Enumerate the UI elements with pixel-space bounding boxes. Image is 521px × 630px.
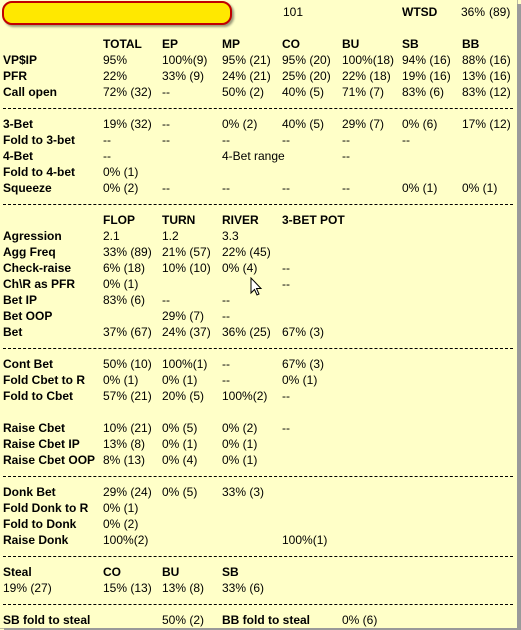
- row-label: Squeeze: [3, 181, 52, 195]
- stat-cell: 20% (5): [162, 389, 205, 403]
- stat-cell: 72% (32): [103, 85, 152, 99]
- stat-cell: 0% (5): [162, 485, 198, 499]
- stat-cell: 83% (12): [462, 85, 511, 99]
- column-header: BU: [342, 37, 360, 51]
- stat-cell: 33% (3): [222, 485, 265, 499]
- stat-cell: 0% (2): [103, 517, 139, 531]
- row-label: Call open: [3, 85, 58, 99]
- stat-cell: 40% (5): [282, 85, 325, 99]
- stat-cell: 95% (20): [282, 53, 331, 67]
- stat-cell: --: [162, 133, 170, 147]
- stat-cell: 94% (16): [402, 53, 451, 67]
- stat-cell: 10% (21): [103, 421, 152, 435]
- row-label: VP$IP: [3, 53, 38, 67]
- stat-cell: 3.3: [222, 229, 239, 243]
- steal-column-header: BU: [162, 565, 180, 579]
- player-name-highlight: [2, 1, 232, 25]
- stat-cell: 0% (1): [162, 373, 198, 387]
- stat-cell: 4-Bet range: [222, 149, 285, 163]
- stat-cell: 95%: [103, 53, 128, 67]
- row-label: 3-Bet: [3, 117, 34, 131]
- stat-cell: 13% (16): [462, 69, 511, 83]
- row-label: Donk Bet: [3, 485, 56, 499]
- steal-value: 13% (8): [162, 581, 205, 595]
- stat-cell: --: [342, 149, 350, 163]
- stat-cell: 0% (2): [222, 117, 258, 131]
- stat-cell: 95% (21): [222, 53, 271, 67]
- stat-cell: --: [222, 293, 230, 307]
- steal-value: 19% (27): [3, 581, 52, 595]
- stat-cell: 0% (2): [103, 181, 139, 195]
- postflop-column-header: TURN: [162, 213, 196, 227]
- postflop-column-header: RIVER: [222, 213, 259, 227]
- sb-fold-to-steal-label: SB fold to steal: [3, 613, 91, 627]
- row-label: Agg Freq: [3, 245, 56, 259]
- stat-cell: 0% (1): [402, 181, 438, 195]
- stat-cell: --: [103, 133, 111, 147]
- row-label: Agression: [3, 229, 62, 243]
- row-label: Check-raise: [3, 261, 72, 275]
- stat-cell: 13% (8): [103, 437, 146, 451]
- column-header: MP: [222, 37, 240, 51]
- stat-cell: 29% (7): [342, 117, 385, 131]
- column-header: TOTAL: [103, 37, 142, 51]
- section-separator: [3, 556, 513, 557]
- section-separator: [3, 604, 513, 605]
- stat-cell: 19% (32): [103, 117, 152, 131]
- stat-cell: 10% (10): [162, 261, 211, 275]
- stat-cell: 24% (37): [162, 325, 211, 339]
- stat-cell: --: [282, 277, 290, 291]
- stat-cell: --: [282, 389, 290, 403]
- stat-cell: --: [162, 85, 170, 99]
- row-label: Raise Cbet IP: [3, 437, 80, 451]
- row-label: Raise Cbet: [3, 421, 66, 435]
- stat-cell: 67% (3): [282, 357, 325, 371]
- stat-cell: --: [342, 133, 350, 147]
- wtsd-count: (89): [489, 5, 511, 19]
- stat-cell: 22% (45): [222, 245, 271, 259]
- stat-cell: --: [222, 181, 230, 195]
- stat-cell: --: [162, 181, 170, 195]
- stat-cell: --: [222, 309, 230, 323]
- panel-shadow-right: [517, 4, 521, 630]
- stat-cell: --: [402, 133, 410, 147]
- stat-cell: --: [222, 373, 230, 387]
- column-header: CO: [282, 37, 300, 51]
- stat-cell: 50% (2): [222, 85, 265, 99]
- stat-cell: 71% (7): [342, 85, 385, 99]
- wtsd-value: 36%: [461, 5, 486, 19]
- postflop-column-header: 3-BET POT: [282, 213, 345, 227]
- row-label: Fold to Cbet: [3, 389, 73, 403]
- stat-cell: 0% (5): [162, 421, 198, 435]
- column-header: SB: [402, 37, 419, 51]
- stat-cell: 0% (1): [103, 501, 139, 515]
- stat-cell: 29% (24): [103, 485, 152, 499]
- stat-cell: 33% (9): [162, 69, 205, 83]
- stat-cell: --: [103, 149, 111, 163]
- row-label: Bet OOP: [3, 309, 53, 323]
- stat-cell: --: [342, 181, 350, 195]
- row-label: PFR: [3, 69, 27, 83]
- stat-cell: 29% (7): [162, 309, 205, 323]
- stat-cell: 6% (18): [103, 261, 146, 275]
- stat-cell: 19% (16): [402, 69, 451, 83]
- stat-cell: 83% (6): [402, 85, 445, 99]
- stat-cell: 88% (16): [462, 53, 511, 67]
- steal-value: 15% (13): [103, 581, 152, 595]
- stat-cell: --: [162, 117, 170, 131]
- stat-cell: 100%(9): [162, 53, 208, 67]
- stat-cell: 100%(18): [342, 53, 395, 67]
- row-label: 4-Bet: [3, 149, 34, 163]
- stat-cell: 25% (20): [282, 69, 331, 83]
- bb-fold-to-steal-value: 0% (6): [342, 613, 378, 627]
- steal-column-header: CO: [103, 565, 121, 579]
- stat-cell: 40% (5): [282, 117, 325, 131]
- section-separator: [3, 108, 513, 109]
- steal-column-header: SB: [222, 565, 239, 579]
- stat-cell: 24% (21): [222, 69, 271, 83]
- section-separator: [3, 348, 513, 349]
- row-label: Fold to 3-bet: [3, 133, 75, 147]
- stat-cell: --: [162, 293, 170, 307]
- steal-label: Steal: [3, 565, 32, 579]
- row-label: Bet: [3, 325, 23, 339]
- postflop-column-header: FLOP: [103, 213, 135, 227]
- column-header: BB: [462, 37, 480, 51]
- stat-cell: 37% (67): [103, 325, 152, 339]
- stat-cell: --: [282, 261, 290, 275]
- stat-cell: 83% (6): [103, 293, 146, 307]
- stat-cell: 0% (1): [103, 373, 139, 387]
- stat-cell: 100%(1): [282, 533, 328, 547]
- row-label: Fold Donk to R: [3, 501, 89, 515]
- section-separator: [3, 476, 513, 477]
- stat-cell: 0% (1): [462, 181, 498, 195]
- stat-cell: 0% (1): [282, 373, 318, 387]
- stat-cell: 67% (3): [282, 325, 325, 339]
- stat-cell: 0% (1): [103, 277, 139, 291]
- stat-cell: 36% (25): [222, 325, 271, 339]
- stat-cell: 0% (1): [222, 437, 258, 451]
- stat-cell: --: [282, 133, 290, 147]
- section-separator: [3, 204, 513, 205]
- stat-cell: 8% (13): [103, 453, 146, 467]
- mouse-pointer-icon: [250, 277, 264, 300]
- hands-count: 101: [283, 5, 304, 19]
- stat-cell: 0% (1): [103, 165, 139, 179]
- stat-cell: 0% (4): [222, 261, 258, 275]
- sb-fold-to-steal-value: 50% (2): [162, 613, 205, 627]
- stat-cell: --: [222, 133, 230, 147]
- stat-cell: 0% (6): [402, 117, 438, 131]
- stat-cell: --: [282, 421, 290, 435]
- row-label: Raise Cbet OOP: [3, 453, 96, 467]
- row-label: Fold to 4-bet: [3, 165, 75, 179]
- stat-cell: 0% (1): [222, 453, 258, 467]
- row-label: Cont Bet: [3, 357, 53, 371]
- bb-fold-to-steal-label: BB fold to steal: [222, 613, 311, 627]
- row-label: Ch\R as PFR: [3, 277, 76, 291]
- stat-cell: 22% (18): [342, 69, 391, 83]
- stat-cell: 100%(1): [162, 357, 208, 371]
- stat-cell: 0% (2): [222, 421, 258, 435]
- wtsd-label: WTSD: [402, 5, 438, 19]
- stat-cell: 22%: [103, 69, 128, 83]
- stat-cell: 100%(2): [103, 533, 149, 547]
- stat-cell: 2.1: [103, 229, 120, 243]
- stat-cell: --: [222, 357, 230, 371]
- stat-cell: 0% (1): [162, 437, 198, 451]
- row-label: Bet IP: [3, 293, 38, 307]
- stat-cell: --: [282, 181, 290, 195]
- row-label: Raise Donk: [3, 533, 69, 547]
- stat-cell: 33% (89): [103, 245, 152, 259]
- stat-cell: 21% (57): [162, 245, 211, 259]
- row-label: Fold Cbet to R: [3, 373, 85, 387]
- stat-cell: 0% (4): [162, 453, 198, 467]
- stat-cell: 1.2: [162, 229, 179, 243]
- steal-value: 33% (6): [222, 581, 265, 595]
- column-header: EP: [162, 37, 179, 51]
- row-label: Fold to Donk: [3, 517, 77, 531]
- stat-cell: 50% (10): [103, 357, 152, 371]
- stat-cell: 100%(2): [222, 389, 268, 403]
- stat-cell: 57% (21): [103, 389, 152, 403]
- stat-cell: 17% (12): [462, 117, 511, 131]
